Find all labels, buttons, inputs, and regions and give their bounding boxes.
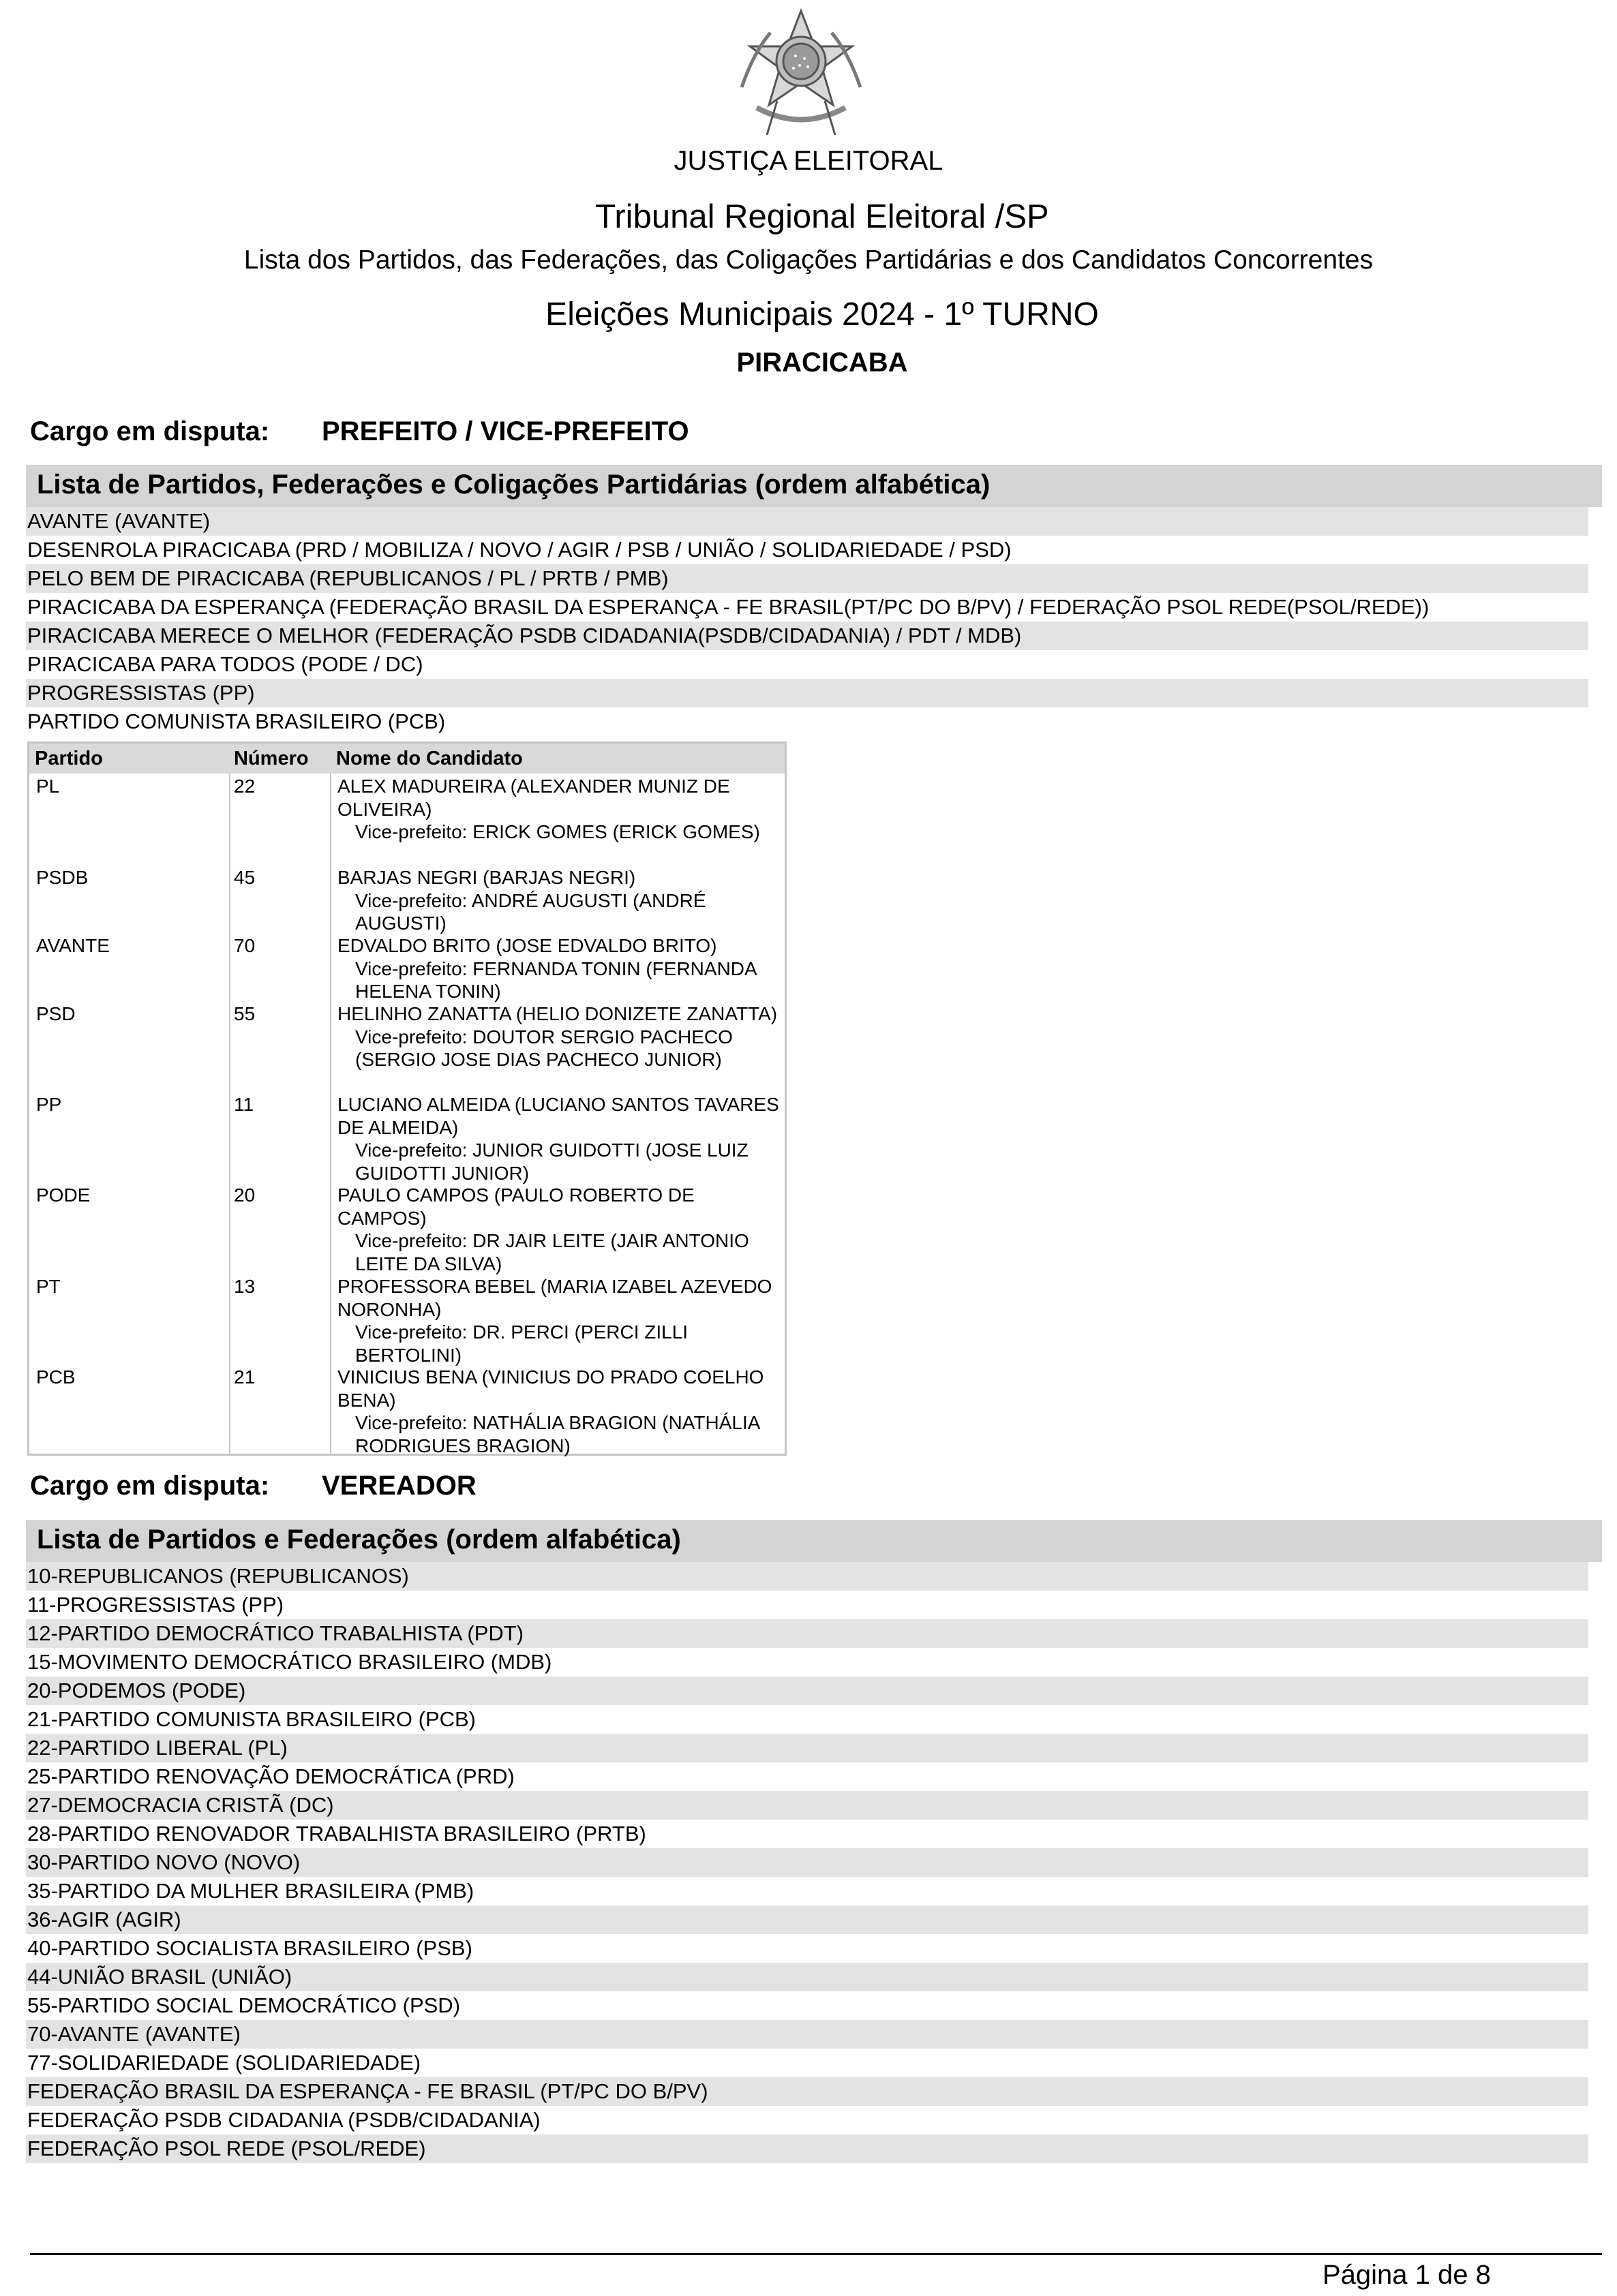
column-header-nome: Nome do Candidato <box>336 748 523 769</box>
candidate-name: PROFESSORA BEBEL (MARIA IZABEL AZEVEDO NORONHA) <box>337 1276 772 1320</box>
section-header-coligacoes <box>26 465 1602 507</box>
cell-partido: PCB <box>36 1366 76 1388</box>
vice-name: Vice-prefeito: FERNANDA TONIN (FERNANDA HELENA TONIN) <box>355 958 757 1002</box>
list-item: 77-SOLIDARIEDADE (SOLIDARIEDADE) <box>27 2051 421 2075</box>
vice-name: Vice-prefeito: JUNIOR GUIDOTTI (JOSE LUIZ GUIDOTTI JUNIOR) <box>355 1139 749 1184</box>
cell-numero: 11 <box>234 1094 254 1115</box>
list-item: 44-UNIÃO BRASIL (UNIÃO) <box>26 1963 1588 1991</box>
cell-partido: PSD <box>36 1003 76 1024</box>
cell-numero: 20 <box>234 1184 256 1206</box>
list-item: 22-PARTIDO LIBERAL (PL) <box>26 1734 1588 1762</box>
tribunal-title: Tribunal Regional Eleitoral /SP <box>595 198 1049 235</box>
list-item: 25-PARTIDO RENOVAÇÃO DEMOCRÁTICA (PRD) <box>27 1764 515 1788</box>
cargo-label-prefeito: Cargo em disputa: <box>30 416 270 446</box>
column-divider <box>330 774 331 1454</box>
list-item: FEDERAÇÃO PSDB CIDADANIA (PSDB/CIDADANIA) <box>27 2108 541 2132</box>
cell-nome <box>337 1184 781 1275</box>
cell-nome <box>337 1002 781 1071</box>
cell-nome <box>337 866 781 935</box>
cell-partido: PL <box>36 776 60 797</box>
list-item: 55-PARTIDO SOCIAL DEMOCRÁTICO (PSD) <box>27 1993 461 2017</box>
cargo-label-vereador: Cargo em disputa: <box>30 1471 270 1501</box>
candidate-name: BARJAS NEGRI (BARJAS NEGRI) <box>337 867 636 888</box>
partidos-list <box>26 1562 1588 2163</box>
city-title: PIRACICABA <box>736 348 908 378</box>
list-item: 35-PARTIDO DA MULHER BRASILEIRA (PMB) <box>27 1879 474 1903</box>
institution-title: JUSTIÇA ELEITORAL <box>674 146 943 176</box>
vice-name: Vice-prefeito: DOUTOR SERGIO PACHECO (SERGIO JOSE DIAS PACHECO JUNIOR) <box>355 1026 733 1070</box>
candidate-name: LUCIANO ALMEIDA (LUCIANO SANTOS TAVARES DE ALMEIDA) <box>337 1094 779 1138</box>
cell-nome <box>337 934 781 1003</box>
list-item: PELO BEM DE PIRACICABA (REPUBLICANOS / PL / PRTB / PMB) <box>26 564 1588 593</box>
column-divider <box>229 774 230 1454</box>
list-item: 40-PARTIDO SOCIALISTA BRASILEIRO (PSB) <box>27 1936 472 1960</box>
list-item: 10-REPUBLICANOS (REPUBLICANOS) <box>26 1562 1588 1591</box>
list-item: 70-AVANTE (AVANTE) <box>26 2020 1588 2049</box>
cell-nome <box>337 1275 781 1366</box>
table-header <box>29 744 785 774</box>
list-item: 21-PARTIDO COMUNISTA BRASILEIRO (PCB) <box>27 1707 477 1731</box>
vice-name: Vice-prefeito: NATHÁLIA BRAGION (NATHÁLIA RODRIGUES BRAGION) <box>355 1412 759 1456</box>
list-item: PIRACICABA DA ESPERANÇA (FEDERAÇÃO BRASIL DA ESPERANÇA - FE BRASIL(PT/PC DO B/PV) / FEDERAÇÃO PSOL REDE(PSOL/REDE)) <box>27 595 1430 619</box>
cell-numero: 70 <box>234 935 256 956</box>
cell-numero: 13 <box>234 1276 256 1297</box>
candidate-name: VINICIUS BENA (VINICIUS DO PRADO COELHO BENA) <box>337 1366 764 1411</box>
candidate-name: ALEX MADUREIRA (ALEXANDER MUNIZ DE OLIVEIRA) <box>337 776 730 820</box>
cell-numero: 45 <box>234 867 256 888</box>
brasao-republica-emblem-icon <box>729 5 873 142</box>
list-item: 30-PARTIDO NOVO (NOVO) <box>26 1848 1588 1877</box>
vice-name: Vice-prefeito: DR. PERCI (PERCI ZILLI BERTOLINI) <box>355 1321 689 1366</box>
section-title: Lista de Partidos, Federações e Coligações Partidárias (ordem alfabética) <box>37 470 991 500</box>
candidate-name: EDVALDO BRITO (JOSE EDVALDO BRITO) <box>337 935 717 956</box>
document-subtitle: Lista dos Partidos, das Federações, das Coligações Partidárias e dos Candidatos Concorrentes <box>243 245 1374 275</box>
list-item: PIRACICABA MERECE O MELHOR (FEDERAÇÃO PSDB CIDADANIA(PSDB/CIDADANIA) / PDT / MDB) <box>26 622 1588 650</box>
column-header-partido: Partido <box>35 748 103 769</box>
cargo-value-prefeito: PREFEITO / VICE-PREFEITO <box>322 416 689 446</box>
candidate-name: PAULO CAMPOS (PAULO ROBERTO DE CAMPOS) <box>337 1184 695 1229</box>
candidates-table <box>27 741 787 1456</box>
list-item: AVANTE (AVANTE) <box>26 507 1588 536</box>
cell-partido: PSDB <box>36 867 89 888</box>
list-item: 27-DEMOCRACIA CRISTÃ (DC) <box>26 1791 1588 1820</box>
list-item: 12-PARTIDO DEMOCRÁTICO TRABALHISTA (PDT) <box>26 1619 1588 1648</box>
cargo-value-vereador: VEREADOR <box>322 1471 477 1501</box>
cell-numero: 22 <box>234 776 256 797</box>
cell-partido: PP <box>36 1094 62 1115</box>
vice-name: Vice-prefeito: DR JAIR LEITE (JAIR ANTONIO LEITE DA SILVA) <box>355 1230 749 1274</box>
footer-divider <box>30 2253 1602 2255</box>
column-header-numero: Número <box>234 748 309 769</box>
list-item: 36-AGIR (AGIR) <box>26 1905 1588 1934</box>
cell-numero: 55 <box>234 1003 256 1024</box>
coligacoes-list <box>26 507 1588 736</box>
list-item: PIRACICABA PARA TODOS (PODE / DC) <box>27 652 423 676</box>
cell-numero: 21 <box>234 1366 256 1388</box>
cell-nome <box>337 775 781 844</box>
election-title: Eleições Municipais 2024 - 1º TURNO <box>545 296 1099 333</box>
page-number: Página 1 de 8 <box>1323 2260 1491 2290</box>
cell-partido: AVANTE <box>36 935 110 956</box>
cell-partido: PODE <box>36 1184 91 1206</box>
list-item: 28-PARTIDO RENOVADOR TRABALHISTA BRASILEIRO (PRTB) <box>27 1822 646 1846</box>
cell-nome <box>337 1093 781 1184</box>
vice-name: Vice-prefeito: ANDRÉ AUGUSTI (ANDRÉ AUGUSTI) <box>355 889 706 934</box>
list-item: PROGRESSISTAS (PP) <box>26 679 1588 707</box>
section-title: Lista de Partidos e Federações (ordem alfabética) <box>37 1525 681 1555</box>
list-item: DESENROLA PIRACICABA (PRD / MOBILIZA / NOVO / AGIR / PSB / UNIÃO / SOLIDARIEDADE / PSD) <box>27 538 1012 562</box>
list-item: PARTIDO COMUNISTA BRASILEIRO (PCB) <box>27 709 446 733</box>
list-item: 20-PODEMOS (PODE) <box>26 1677 1588 1705</box>
section-header-partidos <box>26 1520 1602 1562</box>
list-item: 15-MOVIMENTO DEMOCRÁTICO BRASILEIRO (MDB) <box>27 1650 552 1674</box>
candidate-name: HELINHO ZANATTA (HELIO DONIZETE ZANATTA) <box>337 1003 778 1024</box>
vice-name: Vice-prefeito: ERICK GOMES (ERICK GOMES) <box>355 821 760 842</box>
list-item: FEDERAÇÃO BRASIL DA ESPERANÇA - FE BRASIL (PT/PC DO B/PV) <box>26 2077 1588 2106</box>
list-item: 11-PROGRESSISTAS (PP) <box>27 1593 284 1617</box>
list-item: FEDERAÇÃO PSOL REDE (PSOL/REDE) <box>26 2134 1588 2163</box>
cell-nome <box>337 1366 781 1457</box>
cell-partido: PT <box>36 1276 61 1297</box>
